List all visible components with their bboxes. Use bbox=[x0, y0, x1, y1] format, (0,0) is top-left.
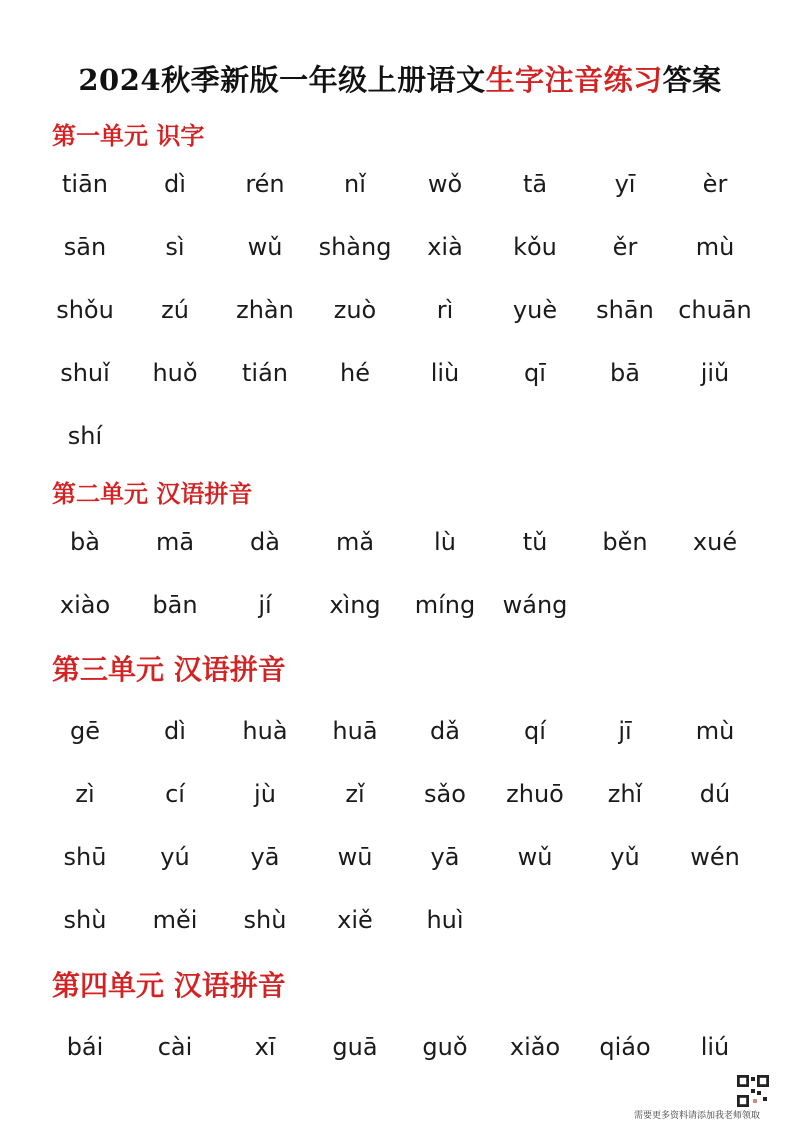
pinyin-cell: ěr bbox=[612, 232, 638, 261]
pinyin-cell: bái bbox=[66, 1032, 104, 1061]
pinyin-cell: jù bbox=[254, 779, 276, 808]
pinyin-cell: wáng bbox=[502, 590, 568, 619]
pinyin-cell: huǒ bbox=[152, 358, 198, 387]
pinyin-cell: yā bbox=[250, 842, 280, 871]
title-main: 2024秋季新版一年级上册语文 bbox=[78, 63, 486, 97]
pinyin-cell: xiào bbox=[59, 590, 111, 619]
pinyin-cell: mù bbox=[695, 232, 735, 261]
pinyin-cell: sì bbox=[165, 232, 185, 261]
pinyin-cell: lù bbox=[434, 527, 456, 556]
pinyin-row bbox=[40, 341, 760, 404]
pinyin-cell: chuān bbox=[678, 295, 752, 324]
pinyin-cell: shù bbox=[243, 905, 287, 934]
pinyin-cell: zhàn bbox=[236, 295, 294, 324]
pinyin-cell: shù bbox=[63, 905, 107, 934]
pinyin-cell: wén bbox=[690, 842, 740, 871]
pinyin-cell: shǒu bbox=[56, 295, 114, 324]
pinyin-row bbox=[40, 404, 760, 467]
qr-code-icon bbox=[737, 1075, 769, 1107]
pinyin-row bbox=[40, 573, 760, 636]
pinyin-cell: mā bbox=[155, 527, 195, 556]
pinyin-cell: mù bbox=[695, 716, 735, 745]
pinyin-row bbox=[40, 1015, 760, 1078]
pinyin-cell: tǔ bbox=[522, 527, 548, 556]
pinyin-cell: yī bbox=[614, 169, 636, 198]
pinyin-cell: mǎ bbox=[335, 527, 375, 556]
pinyin-cell: sān bbox=[63, 232, 107, 261]
pinyin-cell: huì bbox=[426, 905, 464, 934]
pinyin-cell: gē bbox=[70, 716, 100, 745]
pinyin-cell: yú bbox=[160, 842, 190, 871]
pinyin-cell: kǒu bbox=[513, 232, 557, 261]
pinyin-cell: dú bbox=[699, 779, 731, 808]
pinyin-cell: rén bbox=[245, 169, 285, 198]
title-accent: 生字注音练习 bbox=[485, 63, 663, 97]
pinyin-cell: yuè bbox=[512, 295, 558, 324]
pinyin-cell: wǔ bbox=[517, 842, 553, 871]
pinyin-cell: zhuō bbox=[506, 779, 564, 808]
pinyin-cell: xià bbox=[427, 232, 463, 261]
pinyin-cell: liù bbox=[430, 358, 460, 387]
pinyin-cell: tā bbox=[522, 169, 548, 198]
pinyin-cell: èr bbox=[702, 169, 728, 198]
pinyin-cell: bā bbox=[610, 358, 640, 387]
pinyin-cell: xī bbox=[254, 1032, 276, 1061]
pinyin-cell: guǒ bbox=[422, 1032, 468, 1061]
pinyin-row bbox=[40, 278, 760, 341]
pinyin-cell: qí bbox=[524, 716, 546, 745]
pinyin-cell: liú bbox=[700, 1032, 730, 1061]
pinyin-cell: jiǔ bbox=[700, 358, 730, 387]
pinyin-cell: běn bbox=[602, 527, 648, 556]
pinyin-cell: yǔ bbox=[610, 842, 640, 871]
pinyin-cell: zú bbox=[161, 295, 189, 324]
pinyin-cell: xué bbox=[692, 527, 738, 556]
pinyin-cell: xiě bbox=[337, 905, 373, 934]
pinyin-cell: wǔ bbox=[247, 232, 283, 261]
pinyin-grid-1 bbox=[40, 152, 760, 467]
pinyin-cell: zì bbox=[75, 779, 95, 808]
section-heading-3: 第三单元 汉语拼音 bbox=[52, 653, 286, 686]
pinyin-cell: rì bbox=[436, 295, 454, 324]
pinyin-cell: yā bbox=[430, 842, 460, 871]
pinyin-cell: tiān bbox=[62, 169, 108, 198]
pinyin-row bbox=[40, 510, 760, 573]
pinyin-cell: zuò bbox=[333, 295, 377, 324]
pinyin-cell: guā bbox=[332, 1032, 378, 1061]
pinyin-cell: cài bbox=[157, 1032, 193, 1061]
pinyin-cell: shū bbox=[63, 842, 107, 871]
pinyin-cell: cí bbox=[165, 779, 185, 808]
pinyin-cell: shí bbox=[67, 421, 103, 450]
pinyin-row bbox=[40, 215, 760, 278]
pinyin-grid-3 bbox=[40, 699, 760, 951]
pinyin-cell: qiáo bbox=[599, 1032, 651, 1061]
pinyin-cell: zhǐ bbox=[607, 779, 643, 808]
pinyin-row bbox=[40, 888, 760, 951]
pinyin-cell: dì bbox=[164, 716, 186, 745]
pinyin-cell: míng bbox=[414, 590, 476, 619]
pinyin-cell: huā bbox=[332, 716, 378, 745]
pinyin-cell: bān bbox=[152, 590, 198, 619]
pinyin-cell: nǐ bbox=[344, 169, 366, 198]
pinyin-cell: zǐ bbox=[345, 779, 365, 808]
pinyin-cell: dǎ bbox=[430, 716, 460, 745]
pinyin-cell: wǒ bbox=[427, 169, 463, 198]
page-title bbox=[0, 58, 800, 99]
pinyin-cell: dì bbox=[164, 169, 186, 198]
pinyin-cell: xiǎo bbox=[509, 1032, 561, 1061]
pinyin-cell: jī bbox=[618, 716, 632, 745]
pinyin-cell: huà bbox=[242, 716, 288, 745]
pinyin-row bbox=[40, 699, 760, 762]
pinyin-cell: měi bbox=[152, 905, 198, 934]
section-heading-2: 第二单元 汉语拼音 bbox=[52, 479, 253, 508]
pinyin-cell: jí bbox=[258, 590, 272, 619]
pinyin-row bbox=[40, 152, 760, 215]
pinyin-row bbox=[40, 825, 760, 888]
pinyin-row bbox=[40, 762, 760, 825]
pinyin-grid-4 bbox=[40, 1015, 760, 1078]
section-heading-4: 第四单元 汉语拼音 bbox=[52, 969, 286, 1002]
pinyin-cell: wū bbox=[337, 842, 373, 871]
pinyin-cell: hé bbox=[340, 358, 370, 387]
pinyin-cell: shàng bbox=[318, 232, 392, 261]
pinyin-grid-2 bbox=[40, 510, 760, 636]
pinyin-cell: sǎo bbox=[424, 779, 466, 808]
footer-note: 需要更多资料请添加我老师领取 bbox=[633, 1111, 760, 1121]
pinyin-cell: xìng bbox=[329, 590, 381, 619]
pinyin-cell: shān bbox=[596, 295, 654, 324]
pinyin-cell: shuǐ bbox=[60, 358, 110, 387]
pinyin-cell: qī bbox=[524, 358, 546, 387]
title-tail: 答案 bbox=[662, 63, 722, 97]
pinyin-cell: bà bbox=[70, 527, 100, 556]
pinyin-cell: tián bbox=[242, 358, 288, 387]
pinyin-cell: dà bbox=[250, 527, 280, 556]
section-heading-1: 第一单元 识字 bbox=[52, 121, 205, 150]
